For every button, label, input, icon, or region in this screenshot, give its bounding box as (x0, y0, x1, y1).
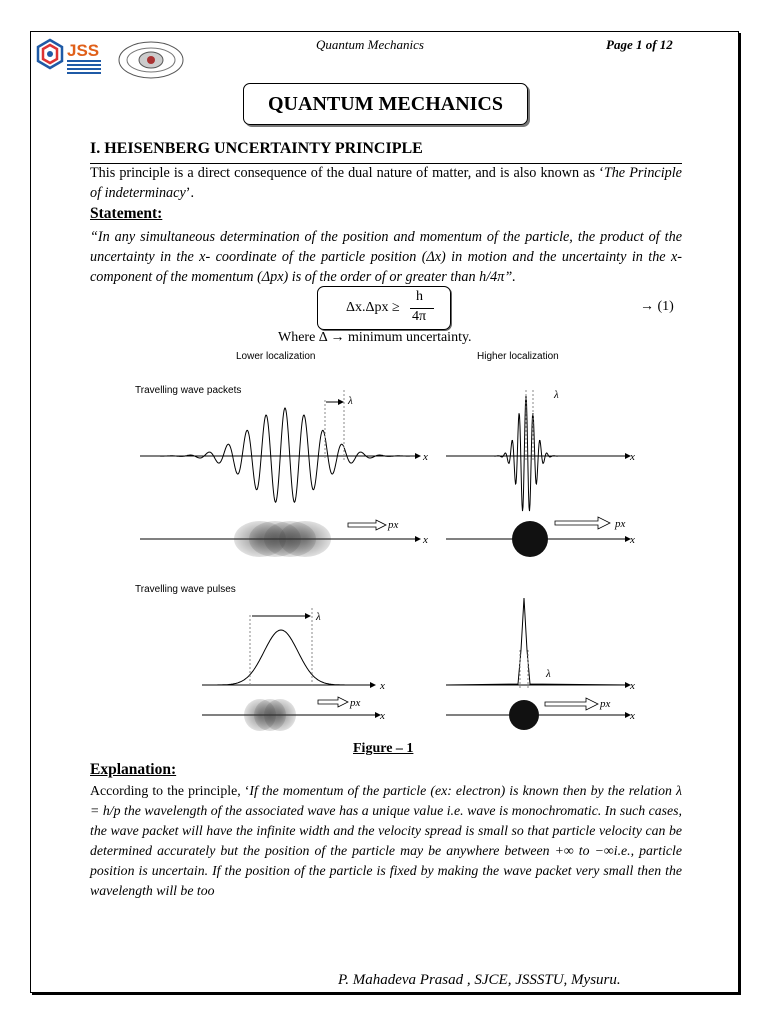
jss-university-logo (36, 38, 112, 91)
lambda-label: λ (554, 389, 559, 401)
x-axis-label: x (630, 710, 635, 722)
lambda-label: λ (546, 668, 551, 680)
x-axis-label: x (423, 534, 428, 546)
momentum-label: px (388, 519, 399, 531)
explanation-text: According to the principle, ‘If the momentum of the particle (ex: electron) is known then by the relation λ = h/p the wavelength of the associated wave has a unique value i.e. wave is monochromatic. In such cases, the wave packet will have the infinite width and the velocity spread is small so that particle velocity can be determined accurately but the position of the particle may be anywhere between +∞ to −∞i.e., particle position is uncertain. If the position of the particle is fixed by making the wave packet very small then the wavelength will be too (90, 783, 682, 898)
document-title: QUANTUM MECHANICS (243, 83, 528, 125)
equation-denominator: 4π (412, 309, 427, 324)
x-axis-label: x (630, 451, 635, 463)
caption-higher-localization: Higher localization (477, 351, 559, 362)
statement-text: “In any simultaneous determination of the position and momentum of the particle, the product of the uncertainty in the x- coordinate of the particle position (Δx) in motion and the uncertainty in the x- component of the momentum (Δpx) is of the order of or greater than h/4π”. (90, 229, 682, 285)
x-axis-label: x (380, 710, 385, 722)
equation-number: → (1) (640, 299, 674, 314)
logo-wordmark: JSS (67, 41, 100, 60)
label-wave-packets: Travelling wave packets (135, 385, 242, 396)
wave-packet-figure (90, 350, 650, 740)
uncertainty-equation (317, 286, 451, 330)
label-wave-pulses: Travelling wave pulses (135, 584, 236, 595)
intro-paragraph: This principle is a direct consequence of the dual nature of matter, and is also known as ‘The Principle of indeterminacy’. (90, 165, 682, 201)
equation-where: Where Δ → minimum uncertainty. (278, 330, 472, 345)
figure-caption: Figure – 1 (353, 741, 414, 756)
sjce-emblem (115, 38, 185, 89)
x-axis-label: x (630, 680, 635, 692)
footer-author: P. Mahadeva Prasad , SJCE, JSSSTU, Mysuru. (338, 972, 621, 988)
momentum-label: px (600, 698, 611, 710)
statement-heading: Statement: (90, 205, 163, 222)
equation-numerator: h (416, 289, 423, 304)
momentum-label: px (615, 518, 626, 530)
header-title: Quantum Mechanics (316, 37, 424, 52)
x-axis-label: x (380, 680, 385, 692)
x-axis-label: x (423, 451, 428, 463)
explanation-heading: Explanation: (90, 761, 177, 778)
momentum-label: px (350, 697, 361, 709)
section-heading: I. HEISENBERG UNCERTAINTY PRINCIPLE (90, 140, 423, 157)
page-number: Page 1 of 12 (606, 37, 673, 52)
x-axis-label: x (630, 534, 635, 546)
lambda-label: λ (348, 395, 353, 407)
caption-lower-localization: Lower localization (236, 351, 316, 362)
lambda-label: λ (316, 611, 321, 623)
equation-lhs: Δx.Δpx ≥ (346, 300, 400, 315)
